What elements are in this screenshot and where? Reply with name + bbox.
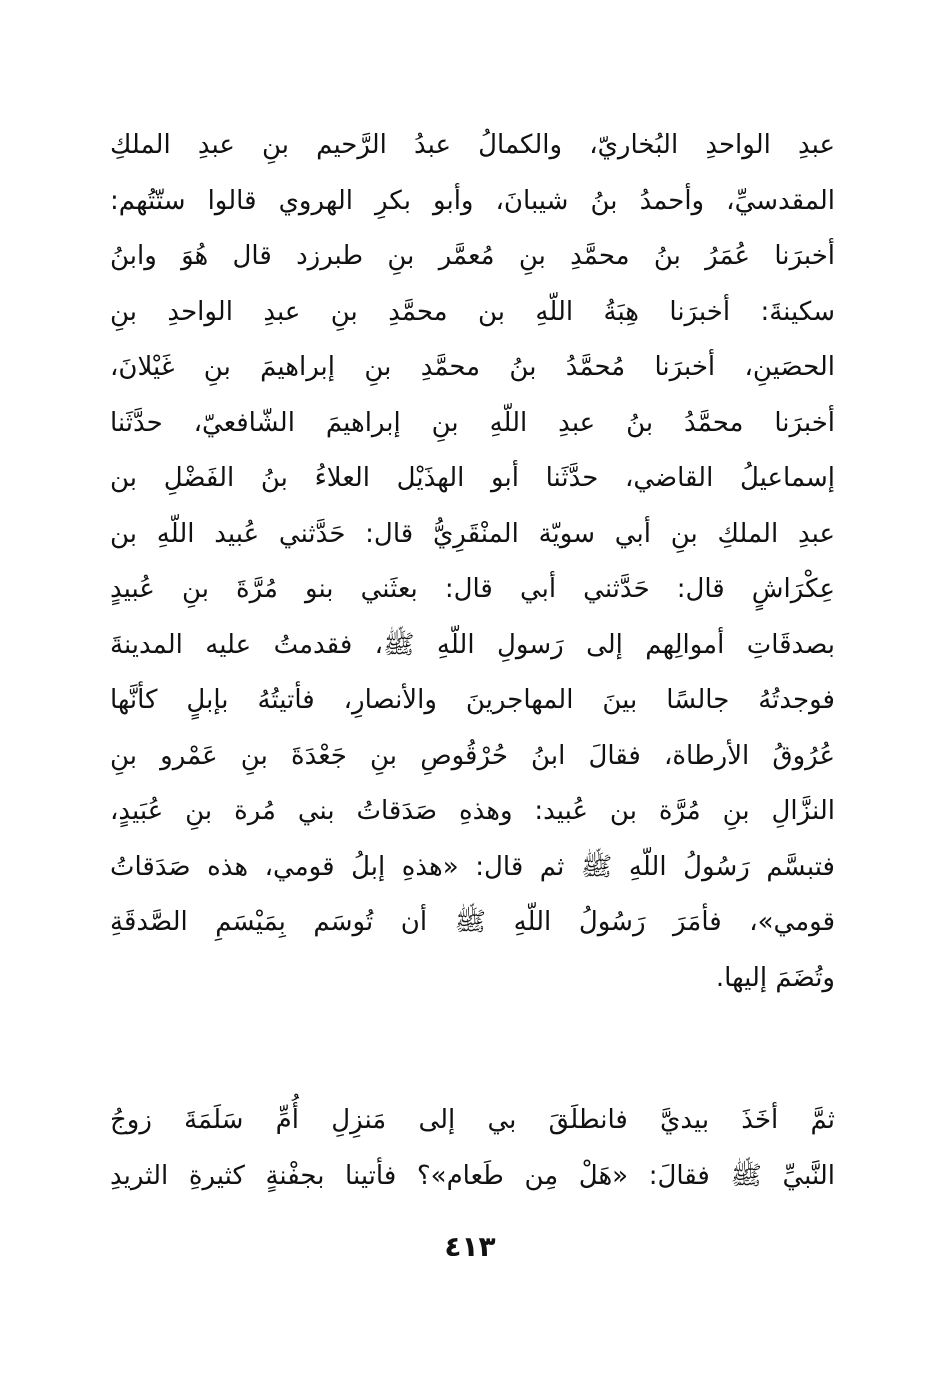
text-line: أخبرَنا عُمَرُ بنُ محمَّدِ بنِ مُعمَّر بنِ طبرزد قال هُوَ وابنُ [110, 241, 835, 271]
text-line: الحصَينِ، أخبرَنا مُحمَّدُ بنُ محمَّدِ بنِ إبراهيمَ بنِ غَيْلانَ، [110, 352, 835, 382]
text-line: عبدِ الملكِ بنِ أبي سويّة المنْقَرِيُّ قال: حَدَّثني عُبيد اللّهِ بن [110, 518, 835, 549]
page-number: ٤١٣ [444, 1230, 496, 1263]
text-line: النزَّالِ بنِ مُرَّة بن عُبيد: وهذهِ صَدَقاتُ بني مُرة بنِ عُبَيدٍ، [110, 796, 835, 826]
text-line: فتبسَّم رَسُولُ اللّهِ ﷺ ثم قال: «هذهِ إبلُ قومي، هذه صَدَقاتُ [110, 851, 835, 882]
text-line: إسماعيلُ القاضي، حدَّثَنا أبو الهذَيْل العلاءُ بنُ الفَضْلِ بن [110, 463, 835, 493]
text-line: عِكْرَاشٍ قال: حَدَّثني أبي قال: بعثَني بنو مُرَّةَ بنِ عُبيدٍ [110, 574, 835, 604]
text-line: فوجدتُهُ جالسًا بينَ المهاجرينَ والأنصارِ، فأتيتُهُ بإبلٍ كأنَّها [110, 685, 835, 715]
text-line: سكينةَ: أخبرَنا هِبَةُ اللّهِ بن محمَّدِ بنِ عبدِ الواحدِ بنِ [110, 296, 835, 327]
text-line: بصدقَاتِ أموالِهم إلى رَسولِ اللّهِ ﷺ، فقدمتُ عليه المدينةَ [110, 629, 835, 660]
text-line: وتُضَمَ إليها. [715, 962, 835, 993]
text-line: المقدسيِّ، وأحمدُ بنُ شيبانَ، وأبو بكرِ الهروي قالوا ستّتُهم: [110, 185, 835, 216]
text-line: النَّبيِّ ﷺ فقالَ: «هَلْ مِن طَعام»؟ فأتينا بجفْنةٍ كثيرةِ الثريدِ [110, 1160, 835, 1191]
text-line: عبدِ الواحدِ البُخاريّ، والكمالُ عبدُ الرَّحيم بنِ عبدِ الملكِ [110, 130, 835, 160]
paragraph-2 [110, 1093, 835, 1204]
paragraph-1 [110, 118, 835, 1006]
text-line: أخبرَنا محمَّدُ بنُ عبدِ اللّهِ بنِ إبراهيمَ الشّافعيّ، حدَّثَنا [110, 407, 835, 438]
text-line: ثمَّ أخَذَ بيديَّ فانطلَقَ بي إلى مَنزِلِ أُمِّ سَلَمَةَ زوجُ [110, 1105, 835, 1135]
text-line: قومي»، فأمَرَ رَسُولُ اللّهِ ﷺ أن تُوسَم بِمَيْسَمِ الصَّدقَةِ [110, 907, 835, 937]
text-line: عُرُوقُ الأرطاة، فقالَ ابنُ حُرْقُوصِ بنِ جَعْدَةَ بنِ عَمْرو بنِ [110, 740, 835, 771]
